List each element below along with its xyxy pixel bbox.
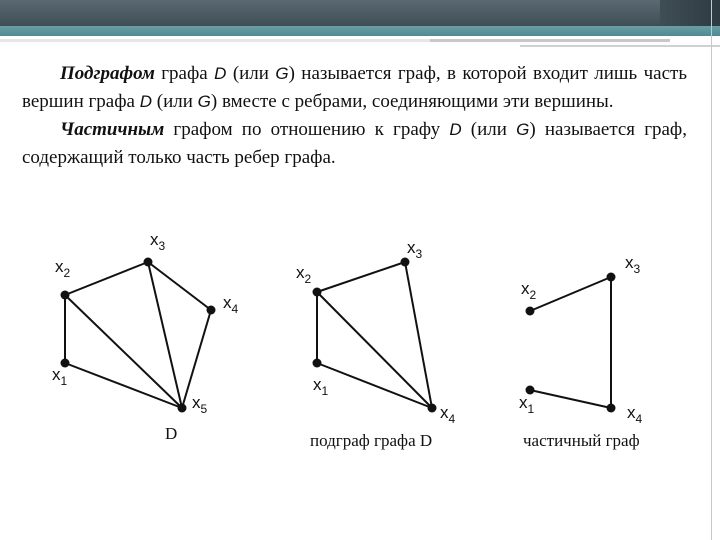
- term-subgraph: Подграфом: [60, 63, 155, 84]
- vertex-label: $x_2$: [521, 279, 537, 302]
- vertex-label: $x_2$: [296, 263, 312, 286]
- graph-vertex: [607, 273, 616, 282]
- graph-edge: [530, 390, 611, 408]
- vertex-label: $x_1$: [519, 393, 535, 416]
- vertex-label: $x_3$: [150, 230, 166, 253]
- graph-vertex: [61, 359, 70, 368]
- graph-edge: [317, 363, 432, 408]
- divider-line: [430, 39, 670, 42]
- text-fragment: ) называется граф, содержащий только часть ребер графа.: [22, 119, 687, 168]
- graph-variable: G: [275, 64, 289, 83]
- partial-graph-definition: [22, 116, 687, 172]
- graph-d: [52, 230, 239, 443]
- header-bar: [0, 0, 720, 26]
- graph-vertex: [61, 291, 70, 300]
- text-fragment: (или: [461, 119, 517, 140]
- text-fragment: ) называется граф, в которой входит лишь часть вершин графа: [22, 63, 687, 112]
- graph-caption: D: [165, 424, 178, 443]
- text-fragment: ) вместе с ребрами, соединяющими эти вершины.: [210, 91, 614, 112]
- graph-variable: D: [214, 64, 227, 83]
- graph-caption: частичный граф: [523, 431, 640, 450]
- vertex-label: $x_1$: [52, 365, 68, 388]
- divider-line: [0, 39, 430, 42]
- graph-edge: [65, 262, 148, 295]
- text-fragment: графом по отношению к графу: [164, 119, 450, 140]
- vertex-label: $x_3$: [625, 253, 641, 276]
- vertex-label: $x_2$: [55, 257, 71, 280]
- vertex-label: $x_4$: [627, 403, 643, 426]
- graph-vertex: [313, 288, 322, 297]
- graph-vertex: [401, 258, 410, 267]
- vertex-label: $x_1$: [313, 375, 329, 398]
- graph-variable: D: [449, 120, 462, 139]
- graph-vertex: [144, 258, 153, 267]
- graph-edge: [317, 262, 405, 292]
- text-fragment: (или: [152, 91, 198, 112]
- graph-partial: [519, 253, 643, 450]
- vertex-label: $x_3$: [407, 238, 423, 261]
- graph-vertex: [526, 307, 535, 316]
- vertex-label: $x_4$: [223, 293, 239, 316]
- graph-vertex: [207, 306, 216, 315]
- graph-subgraph: [296, 238, 456, 450]
- definition-text: [22, 60, 687, 172]
- graph-edge: [530, 277, 611, 311]
- subgraph-definition: [22, 60, 687, 116]
- graph-variable: G: [197, 92, 211, 111]
- graph-vertex: [428, 404, 437, 413]
- header-accent-band: [0, 26, 720, 36]
- text-fragment: графа: [154, 63, 215, 84]
- vertex-label: $x_4$: [440, 403, 456, 426]
- divider-line: [520, 45, 720, 47]
- graph-vertex: [313, 359, 322, 368]
- graph-edge: [65, 295, 182, 408]
- graph-vertex: [178, 404, 187, 413]
- graph-edge: [65, 363, 182, 408]
- graph-variable: D: [139, 92, 153, 111]
- vertex-label: $x_5$: [192, 393, 208, 416]
- text-fragment: (или: [226, 63, 276, 84]
- graph-vertex: [607, 404, 616, 413]
- graph-variable: G: [516, 120, 530, 139]
- term-partial-graph: Частичным: [60, 119, 165, 140]
- graph-caption: подграф графа D: [310, 431, 433, 450]
- graph-diagrams: [0, 220, 720, 470]
